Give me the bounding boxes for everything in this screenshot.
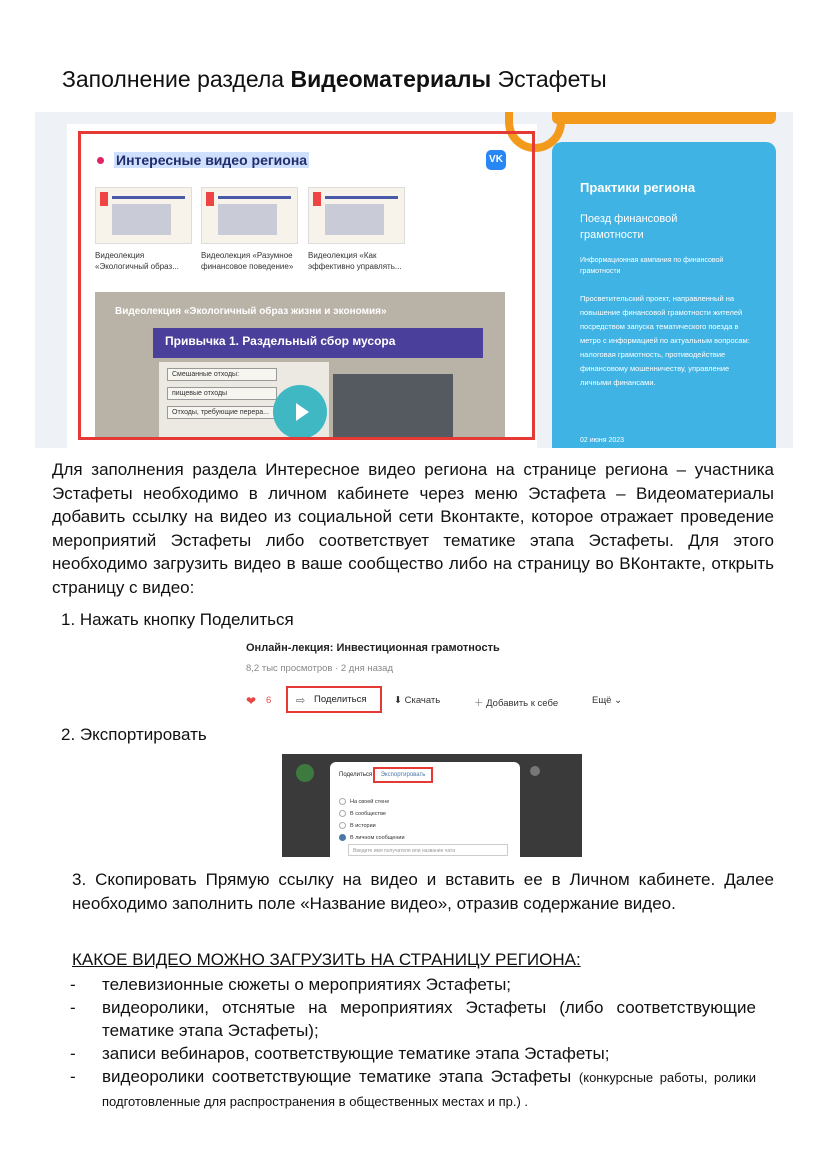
video-views: 8,2 тыс просмотров · 2 дня назад: [246, 663, 393, 674]
share-dialog-screenshot: [282, 754, 582, 857]
list-item: - телевизионные сюжеты о мероприятиях Эстафеты;: [70, 973, 756, 996]
video-types-list: [70, 973, 756, 1113]
panel-date: 02 июня 2023: [580, 437, 625, 444]
instructions-paragraph: Для заполнения раздела Интересное видео региона на странице региона – участника Эстафеты необходимо в личном кабинете через меню Эстафета – Видеоматериалы добавить ссылку на видео из социальной сети Вконтакте, которое отражает проведение мероприятий Эстафеты либо соответствует тематике этапа Эстафеты. Для этого необходимо загрузить видео в ваше сообщество либо на страницу во ВКонтакте, открыть страницу с видео:: [52, 460, 775, 597]
share-option[interactable]: В истории: [339, 822, 376, 829]
heart-icon[interactable]: ❤: [246, 694, 257, 708]
close-icon[interactable]: [530, 766, 540, 776]
recipient-input[interactable]: Введите имя получателя или название чата: [348, 844, 508, 856]
player-title: Видеолекция «Экологичный образ жизни и экономия»: [115, 306, 387, 317]
slide-title: Привычка 1. Раздельный сбор мусора: [165, 334, 396, 348]
panel-body: Просветительский проект, направленный на повышение финансовой грамотности жителей посредством запуска тематического поезда в метро с информацией по актуальным вопросам: налоговая грамотность, противодействие финансовому мошенничеству, управление личными финансами.: [580, 294, 750, 387]
slide-item: Смешанные отходы:: [167, 368, 277, 381]
share-option[interactable]: На своей стене: [339, 798, 389, 805]
avatar: [296, 764, 314, 782]
likes-count: 6: [266, 695, 272, 706]
share-icon: ⇨: [296, 695, 306, 707]
video-caption[interactable]: Видеолекция «Разумное финансовое поведение»: [201, 251, 294, 271]
list-item: - записи вебинаров, соответствующие тематике этапа Эстафеты;: [70, 1042, 756, 1065]
panel-heading: Практики региона: [580, 180, 696, 195]
step-2: 2. Экспортировать: [61, 725, 207, 744]
add-button[interactable]: ＋ Добавить к себе: [474, 698, 559, 709]
page-title: Заполнение раздела Видеоматериалы Эстафеты: [62, 66, 607, 92]
video-caption[interactable]: Видеолекция «Экологичный образ...: [95, 251, 179, 271]
share-button[interactable]: ⇨ Поделиться: [286, 686, 382, 713]
more-button[interactable]: Ещё ⌄: [592, 695, 623, 706]
orange-banner: [552, 112, 776, 124]
download-button[interactable]: ⬇ Скачать: [394, 695, 441, 706]
tab-export[interactable]: Экспортировать: [373, 767, 433, 783]
list-item: - видеоролики соответствующие тематике этапа Эстафеты (конкурсные работы, ролики подготовленные для распространения в общественных местах и пр.) .: [70, 1065, 756, 1113]
highlight-frame: [78, 131, 535, 440]
region-practices-panel: [552, 142, 776, 448]
video-caption[interactable]: Видеолекция «Как эффективно управлять...: [308, 251, 402, 271]
share-option[interactable]: В личном сообщении: [339, 834, 405, 841]
slide-item: пищевые отходы: [167, 387, 277, 400]
vk-video-screenshot: [236, 636, 636, 720]
videos-heading: Интересные видео региона: [116, 152, 308, 168]
panel-subtitle[interactable]: Поезд финансовой грамотности: [580, 213, 678, 241]
list-header: КАКОЕ ВИДЕО МОЖНО ЗАГРУЗИТЬ НА СТРАНИЦУ РЕГИОНА:: [72, 950, 581, 969]
share-dialog: [330, 762, 520, 857]
vk-icon[interactable]: VK: [486, 150, 506, 170]
step-1: 1. Нажать кнопку Поделиться: [61, 610, 294, 629]
panel-small: Информационная кампания по финансовой грамотности: [580, 257, 724, 275]
video-title: Онлайн-лекция: Инвестиционная грамотность: [246, 642, 500, 654]
tab-share[interactable]: Поделиться: [339, 772, 373, 778]
step-3: 3. Скопировать Прямую ссылку на видео и вставить ее в Личном кабинете. Далее необходимо заполнить поле «Название видео», отразив содержание видео.: [72, 870, 774, 913]
slide-item: Отходы, требующие перера...: [167, 406, 277, 419]
share-option[interactable]: В сообществе: [339, 810, 386, 817]
list-item: - видеоролики, отснятые на мероприятиях Эстафеты (либо соответствующие тематике этапа Эстафеты);: [70, 996, 756, 1042]
